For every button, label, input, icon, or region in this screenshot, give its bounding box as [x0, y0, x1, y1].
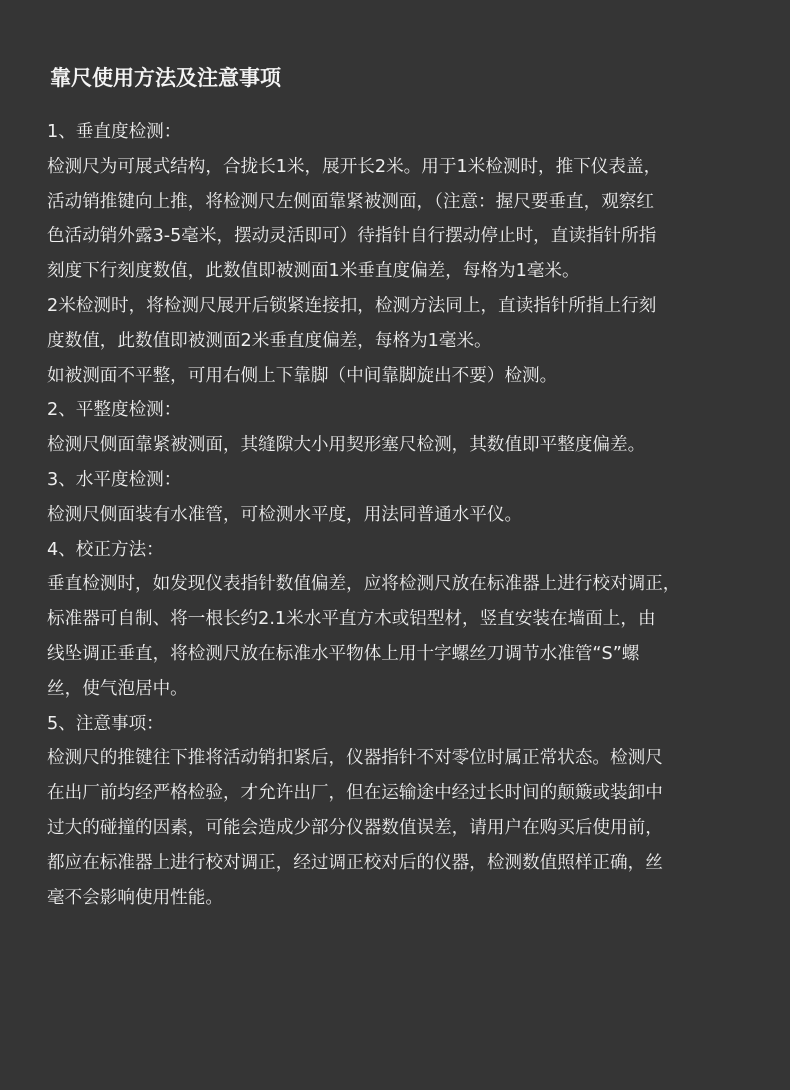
text-line: 刻度下行刻度数值，此数值即被测面1米垂直度偏差，每格为1毫米。: [47, 261, 580, 282]
paragraph: [47, 359, 745, 394]
text-line: 检测尺侧面装有水准管，可检测水平度，用法同普通水平仪。: [47, 504, 523, 525]
paragraph: [47, 428, 745, 463]
paragraph: [47, 741, 745, 915]
text-line: 垂直检测时，如发现仪表指针数值偏差，应将检测尺放在标准器上进行校对调正，: [47, 574, 681, 595]
text-line: 度数值，此数值即被测面2米垂直度偏差，每格为1毫米。: [47, 330, 492, 351]
text-line: 2、平整度检测：: [47, 400, 182, 421]
text-line: 丝，使气泡居中。: [47, 678, 188, 699]
text-line: 4、校正方法：: [47, 539, 164, 560]
paragraph: [47, 115, 745, 150]
document-body: [47, 115, 745, 915]
text-line: 5、注意事项：: [47, 713, 164, 734]
text-line: 如被测面不平整，可用右侧上下靠脚（中间靠脚旋出不要）检测。: [47, 365, 558, 386]
paragraph: [47, 393, 745, 428]
text-line: 过大的碰撞的因素，可能会造成少部分仪器数值误差，请用户在购买后使用前，: [47, 817, 663, 838]
text-line: 检测尺的推键往下推将活动销扣紧后，仪器指针不对零位时属正常状态。检测尺: [47, 748, 663, 769]
text-line: 线坠调正垂直，将检测尺放在标准水平物体上用十字螺丝刀调节水准管“S”螺: [47, 643, 640, 664]
text-line: 检测尺为可展式结构，合拢长1米，展开长2米。用于1米检测时，推下仪表盖，: [47, 156, 662, 177]
text-line: 都应在标准器上进行校对调正，经过调正校对后的仪器，检测数值照样正确，丝: [47, 852, 663, 873]
paragraph: [47, 463, 745, 498]
page-title: 靠尺使用方法及注意事项: [50, 66, 281, 90]
text-line: 活动销推键向上推，将检测尺左侧面靠紧被测面，（注意：握尺要垂直，观察红: [47, 191, 654, 212]
text-line: 毫不会影响使用性能。: [47, 887, 223, 908]
text-line: 标准器可自制、将一根长约2.1米水平直方木或铝型材，竖直安装在墙面上，由: [47, 609, 656, 630]
paragraph: [47, 150, 745, 289]
text-line: 检测尺侧面靠紧被测面，其缝隙大小用契形塞尺检测，其数值即平整度偏差。: [47, 435, 646, 456]
paragraph: [47, 707, 745, 742]
text-line: 3、水平度检测：: [47, 469, 182, 490]
text-line: 1、垂直度检测：: [47, 122, 182, 142]
paragraph: [47, 498, 745, 533]
paragraph: [47, 289, 745, 359]
text-line: 在出厂前均经严格检验，才允许出厂，但在运输途中经过长时间的颠簸或装卸中: [47, 783, 663, 804]
paragraph: [47, 533, 745, 568]
text-line: 色活动销外露3-5毫米，摆动灵活即可）待指针自行摆动停止时，直读指针所指: [47, 226, 657, 247]
text-line: 2米检测时，将检测尺展开后锁紧连接扣，检测方法同上，直读指针所指上行刻: [47, 295, 657, 316]
paragraph: [47, 567, 745, 706]
